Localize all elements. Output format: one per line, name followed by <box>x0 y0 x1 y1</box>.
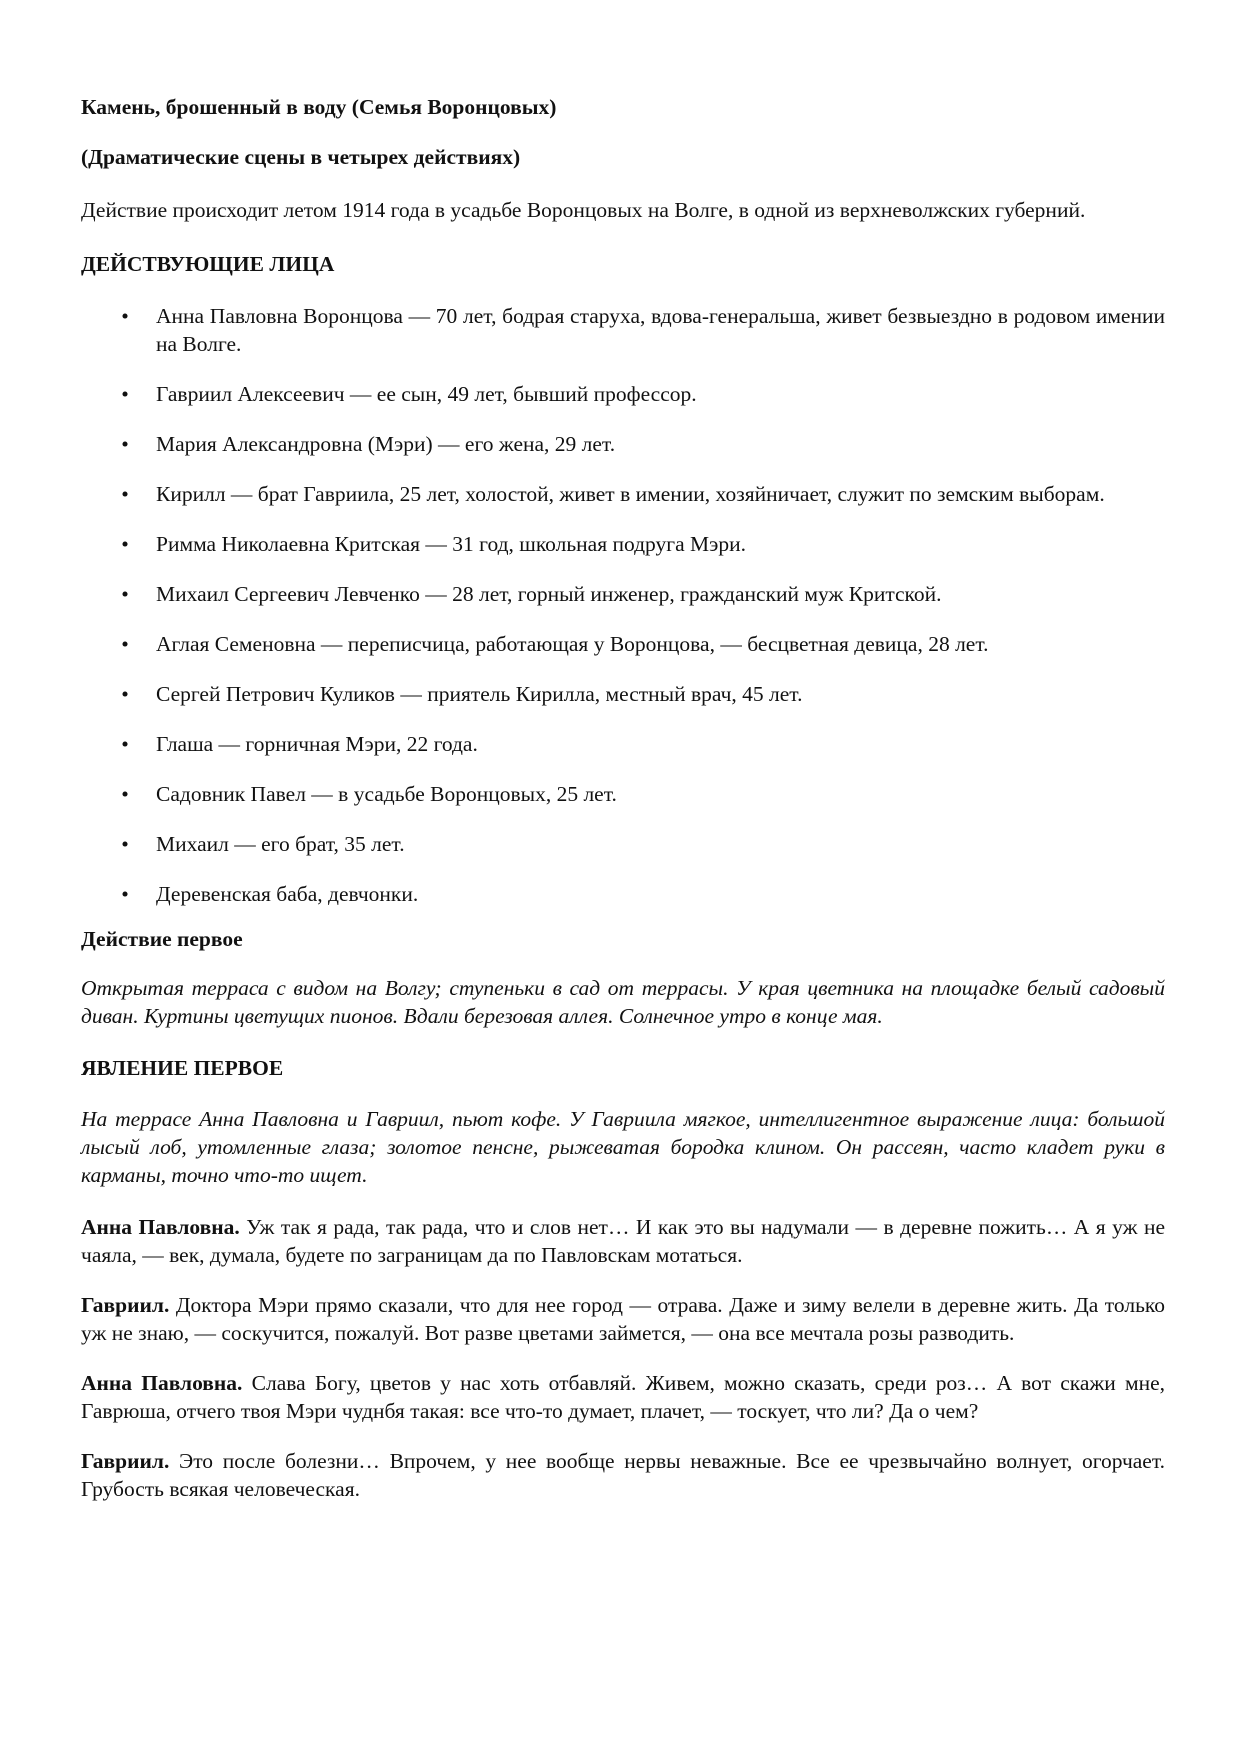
cast-item-text: Гавриил Алексеевич — ее сын, 49 лет, бывший профессор. <box>156 382 697 406</box>
bullet-icon: • <box>121 582 129 606</box>
cast-item-text: Михаил — его брат, 35 лет. <box>156 832 405 856</box>
cast-item-text: Мария Александровна (Мэри) — его жена, 29 лет. <box>156 432 616 456</box>
cast-list-item <box>81 480 1165 508</box>
cast-list-item <box>81 302 1165 358</box>
cast-list-item <box>81 430 1165 458</box>
bullet-icon: • <box>121 432 129 456</box>
cast-item-text: Анна Павловна Воронцова — 70 лет, бодрая старуха, вдова-генеральша, живет безвыездно в родовом имении на Волге. <box>156 304 1165 356</box>
intro-paragraph: Действие происходит летом 1914 года в усадьбе Воронцовых на Волге, в одной из верхневолжских губерний. <box>81 198 1086 222</box>
cast-list-item <box>81 880 1165 908</box>
dialogue-replica <box>81 1447 1165 1503</box>
cast-item-text: Сергей Петрович Куликов — приятель Кирилла, местный врач, 45 лет. <box>156 682 803 706</box>
cast-item-text: Кирилл — брат Гавриила, 25 лет, холостой, живет в имении, хозяйничает, служит по земским выборам. <box>156 482 1105 506</box>
cast-item-text: Михаил Сергеевич Левченко — 28 лет, горный инженер, гражданский муж Критской. <box>156 582 942 606</box>
cast-list-item <box>81 630 1165 658</box>
cast-list-item <box>81 730 1165 758</box>
document-title: Камень, брошенный в воду (Семья Воронцовых) <box>81 95 557 119</box>
bullet-icon: • <box>121 682 129 706</box>
replica-text: Слава Богу, цветов у нас хоть отбавляй. Живем, можно сказать, среди роз… А вот скажи мне, Гаврюша, отчего твоя Мэри чуднбя такая: все что-то думает, плачет, — тоскует, что ли? Да о чем? <box>81 1371 1165 1423</box>
dialogue-replica <box>81 1369 1165 1425</box>
bullet-icon: • <box>121 532 129 556</box>
dialogue-replica <box>81 1213 1165 1269</box>
bullet-icon: • <box>121 304 129 328</box>
cast-item-text: Деревенская баба, девчонки. <box>156 882 419 906</box>
bullet-icon: • <box>121 382 129 406</box>
cast-item-text: Садовник Павел — в усадьбе Воронцовых, 25 лет. <box>156 782 617 806</box>
cast-heading: ДЕЙСТВУЮЩИЕ ЛИЦА <box>81 252 335 276</box>
act-heading: Действие первое <box>81 927 243 951</box>
bullet-icon: • <box>121 732 129 756</box>
bullet-icon: • <box>121 832 129 856</box>
bullet-icon: • <box>121 482 129 506</box>
speaker-name: Анна Павловна. <box>81 1371 243 1395</box>
replica-text: Доктора Мэри прямо сказали, что для нее город — отрава. Даже и зиму велели в деревне жить. Да только уж не знаю, — соскучится, пожалуй. Вот разве цветами займется, — она все мечтала розы разводить. <box>81 1293 1166 1345</box>
cast-list <box>81 302 1165 908</box>
cast-item-text: Аглая Семеновна — переписчица, работающая у Воронцова, — бесцветная девица, 28 лет. <box>156 632 989 656</box>
document-subtitle: (Драматические сцены в четырех действиях) <box>81 145 521 169</box>
cast-list-item <box>81 530 1165 558</box>
bullet-icon: • <box>121 782 129 806</box>
speaker-name: Гавриил. <box>81 1449 170 1473</box>
scene-heading: ЯВЛЕНИЕ ПЕРВОЕ <box>81 1056 284 1080</box>
cast-list-item <box>81 580 1165 608</box>
speaker-name: Гавриил. <box>81 1293 170 1317</box>
cast-list-item <box>81 830 1165 858</box>
replica-text: Уж так я рада, так рада, что и слов нет… И как это вы надумали — в деревне пожить… А я уж не чаяла, — век, думала, будете по заграницам да по Павловскам мотаться. <box>81 1215 1165 1267</box>
replica-text: Это после болезни… Впрочем, у нее вообще нервы неважные. Все ее чрезвычайно волнует, огорчает. Грубость всякая человеческая. <box>81 1449 1166 1501</box>
speaker-name: Анна Павловна. <box>81 1215 240 1239</box>
cast-item-text: Глаша — горничная Мэри, 22 года. <box>156 732 478 756</box>
cast-list-item <box>81 680 1165 708</box>
cast-item-text: Римма Николаевна Критская — 31 год, школьная подруга Мэри. <box>156 532 746 556</box>
scene-stage-direction: На террасе Анна Павловна и Гавриил, пьют кофе. У Гавриила мягкое, интеллигентное выражение лица: большой лысый лоб, утомленные глаза; золотое пенсне, рыжеватая бородка клином. Он рассеян, часто кладет руки в карманы, точно что-то ищет. <box>81 1107 1165 1187</box>
dialogue-replica <box>81 1291 1165 1347</box>
act-stage-direction: Открытая терраса с видом на Волгу; ступеньки в сад от террасы. У края цветника на площадке белый садовый диван. Куртины цветущих пионов. Вдали березовая аллея. Солнечное утро в конце мая. <box>81 976 1165 1028</box>
cast-list-item <box>81 380 1165 408</box>
bullet-icon: • <box>121 632 129 656</box>
bullet-icon: • <box>121 882 129 906</box>
cast-list-item <box>81 780 1165 808</box>
